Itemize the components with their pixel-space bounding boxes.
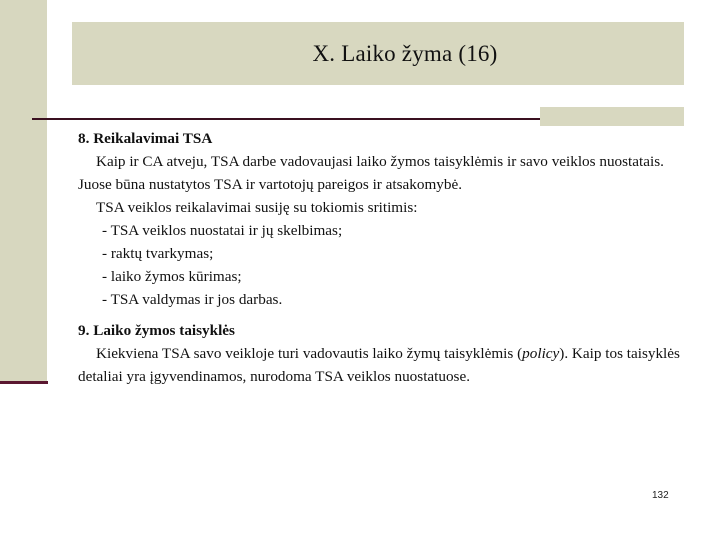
slide-content xyxy=(78,127,688,388)
slide-title: X. Laiko žyma (16) xyxy=(312,40,498,66)
title-band xyxy=(72,22,684,85)
page-number: 132 xyxy=(652,490,669,501)
list-item: - raktų tvarkymas; xyxy=(102,245,214,262)
section2-heading: 9. Laiko žymos taisyklės xyxy=(78,322,235,339)
left-accent-line xyxy=(0,381,48,384)
list-item: - laiko žymos kūrimas; xyxy=(102,268,242,285)
list-item: - TSA veiklos nuostatai ir jų skelbimas; xyxy=(102,222,343,239)
left-decorative-bar xyxy=(0,0,47,383)
list-item: - TSA valdymas ir jos darbas. xyxy=(102,291,283,308)
section2-paragraph xyxy=(78,342,688,388)
section2-text-end: ). Kaip tos taisyklės detaliai yra įgyvendinamos, nurodoma TSA veiklos nuostatuose. xyxy=(78,345,680,385)
section1-paragraph-2: TSA veiklos reikalavimai susiję su tokiomis sritimis: xyxy=(96,199,418,216)
section2-italic-term: policy xyxy=(522,345,560,362)
section2-text-start: Kiekviena TSA savo veikloje turi vadovautis laiko žymų taisyklėmis ( xyxy=(96,345,523,362)
section1-paragraph-1: Kaip ir CA atveju, TSA darbe vadovaujasi laiko žymos taisyklėmis ir savo veiklos nuostatais. Juose būna nustatytos TSA ir vartotojų pareigos ir atsakomybė. xyxy=(78,153,664,193)
decorative-box xyxy=(540,107,684,126)
section1-heading: 8. Reikalavimai TSA xyxy=(78,130,213,147)
